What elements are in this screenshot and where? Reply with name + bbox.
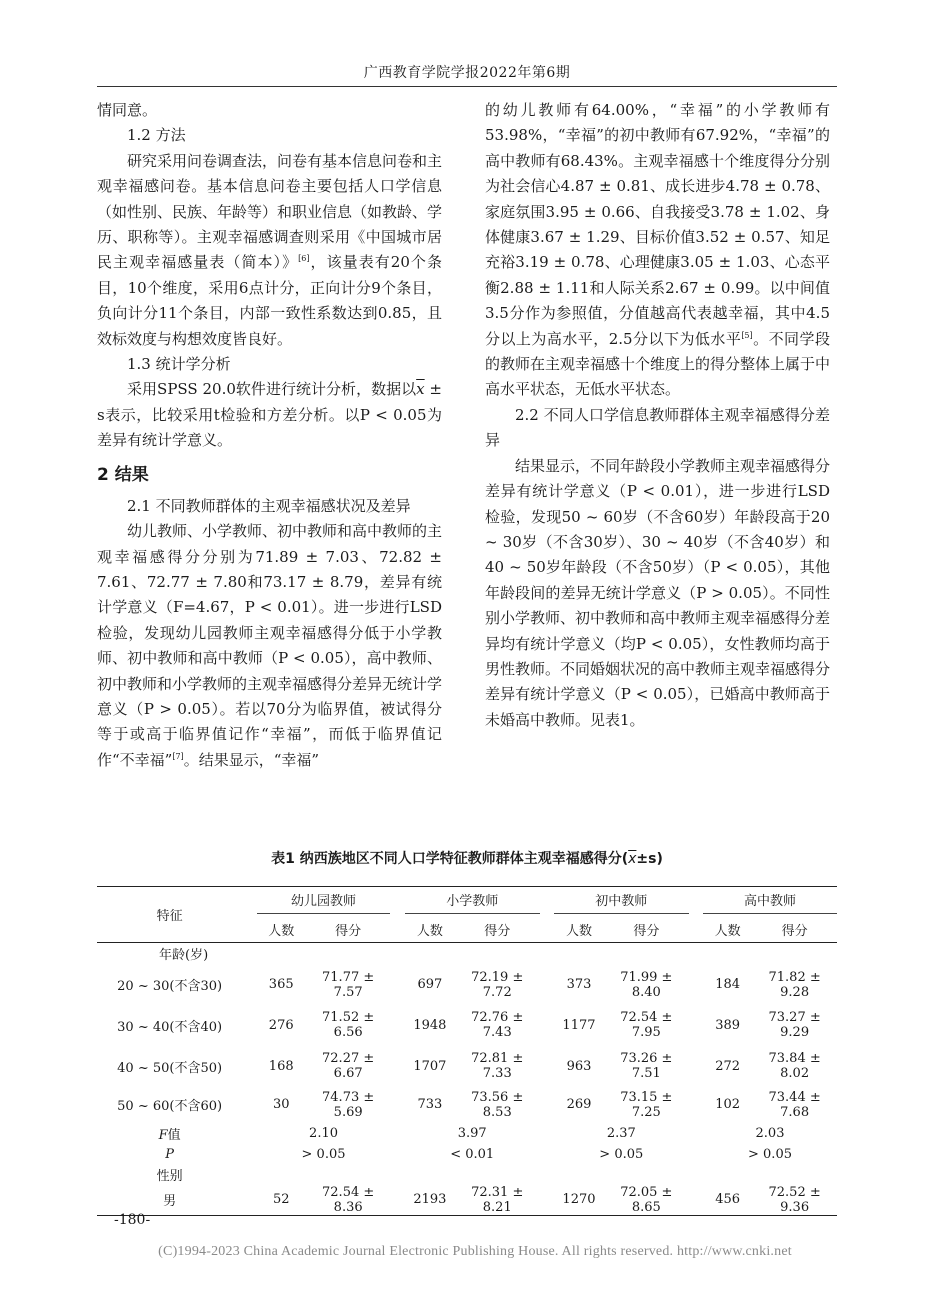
- cell-count: 697: [417, 977, 443, 992]
- cell-count: 102: [715, 1097, 741, 1112]
- cell-score: 71.99 ± 8.40: [620, 969, 673, 1000]
- cell-count: 52: [257, 1185, 306, 1216]
- subheader-count: 人数: [554, 917, 604, 943]
- paragraph-demographic-results: 结果显示，不同年龄段小学教师主观幸福感得分差异有统计学意义（P < 0.01），进一步进行LSD检验，发现50 ~ 60岁（不含60岁）年龄段高于20 ~ 30岁（不含30岁）、30 ~ 40岁（不含40岁）和40 ~ 50岁年龄段（不含50岁）（P < 0.05），其他年龄段间的差异无统计学意义（P > 0.05）。不同性别小学教师、初中教师和高中教师主观幸福感得分差异均有统计学意义（均P < 0.05），女性教师均高于男性教师。不同婚姻状况的高中教师主观幸福感得分差异有统计学意义（P < 0.05），已婚高中教师高于未婚高中教师。见表1。: [485, 456, 831, 729]
- cell-count: 1948: [413, 1017, 447, 1033]
- method-text-end: ，该量表有20个条目，10个维度，采用6点计分，正向计分9个条目，负向计分11个条目，内部一致性系数达到0.85，且效标效度与构想效度皆良好。: [97, 253, 442, 348]
- cell-count: 269: [566, 1097, 592, 1112]
- p-value: < 0.01: [450, 1147, 495, 1162]
- cell-score: 72.27 ± 6.67: [322, 1051, 375, 1081]
- left-column: [97, 98, 442, 773]
- table-title-end: ±s): [636, 851, 663, 867]
- cell-score: 73.44 ± 7.68: [768, 1089, 821, 1120]
- f-value: 3.97: [457, 1126, 487, 1141]
- cell-count: 30: [272, 1097, 290, 1112]
- paragraph-method: [97, 149, 442, 352]
- f-label-suffix: 值: [167, 1128, 181, 1143]
- cell-score: 71.52 ± 6.56: [322, 1010, 375, 1040]
- citation-ref[interactable]: [6]: [298, 254, 310, 264]
- cell-score: 72.54 ± 7.95: [620, 1010, 673, 1040]
- f-value: 2.37: [606, 1126, 636, 1141]
- cell-count: 733: [417, 1097, 443, 1112]
- paragraph-consent-end: 情同意。: [97, 101, 158, 119]
- stats-text-end: ± s表示，比较采用t检验和方差分析。以P < 0.05为差异有统计学意义。: [97, 380, 442, 450]
- cell-count: 373: [566, 977, 592, 992]
- row-group-age: 年龄(岁): [159, 948, 209, 964]
- table-row: [97, 1005, 837, 1046]
- results-text-end: 。结果显示，“幸福”: [183, 750, 320, 769]
- table-title-text: 表1 纳西族地区不同人口学特征教师群体主观幸福感得分(: [271, 851, 629, 867]
- cell-score: 72.52 ± 9.36: [752, 1185, 837, 1216]
- cell-score: 72.19 ± 7.72: [471, 969, 524, 1000]
- subheader-score: 得分: [455, 917, 540, 943]
- section-2-1-heading: 2.1 不同教师群体的主观幸福感状况及差异: [127, 496, 411, 515]
- feature-header: 特征: [97, 887, 242, 943]
- cell-score: 71.82 ± 9.28: [768, 969, 821, 1000]
- header-divider: [97, 86, 837, 87]
- group-header-kindergarten: 幼儿园教师: [257, 890, 391, 914]
- table-row: [97, 1087, 837, 1123]
- p-value: > 0.05: [301, 1147, 346, 1162]
- row-label: 30 ~ 40(不含40): [117, 1019, 223, 1035]
- right-column: [485, 98, 830, 733]
- cell-count: 184: [715, 977, 741, 992]
- paragraph-statistics: [97, 377, 442, 453]
- cell-score: 73.56 ± 8.53: [471, 1089, 524, 1120]
- citation-ref[interactable]: [5]: [741, 330, 753, 340]
- section-2-2-heading: 2.2 不同人口学信息教师群体主观幸福感得分差异: [485, 405, 830, 450]
- rates-text: 的幼儿教师有64.00%，“幸福”的小学教师有53.98%，“幸福”的初中教师有67.92%，“幸福”的高中教师有68.43%。主观幸福感十个维度得分分别为社会信心4.87 ± 0.81、成长进步4.78 ± 0.78、家庭氛围3.95 ± 0.66、自我接受3.78 ± 1.02、身体健康3.67 ± 1.29、目标价值3.52 ± 0.57、知足充裕3.19 ± 0.78、心理健康3.05 ± 1.03、心态平衡2.88 ± 1.11和人际关系2.67 ± 0.99。以中间值3.5分作为参照值，分值越高代表越幸福，其中4.5分以上为高水平，2.5分以下为低水平: [485, 101, 830, 348]
- cell-score: 71.77 ± 7.57: [322, 969, 375, 1000]
- table-1: [97, 886, 837, 1216]
- p-value: > 0.05: [599, 1147, 644, 1162]
- cell-score: 72.31 ± 8.21: [455, 1185, 540, 1216]
- cell-score: 74.73 ± 5.69: [322, 1089, 375, 1120]
- cell-count: 276: [268, 1017, 294, 1033]
- row-label: 40 ~ 50(不含50): [117, 1060, 223, 1076]
- cell-count: 1270: [554, 1185, 604, 1216]
- table-row: [97, 1046, 837, 1087]
- table-row-p: [97, 1145, 837, 1165]
- cell-count: 272: [715, 1058, 741, 1074]
- f-value: 2.10: [309, 1126, 338, 1141]
- table-1-title: [97, 848, 837, 868]
- subheader-count: 人数: [257, 917, 306, 943]
- table-mean-symbol: $\overline{x}$: [628, 851, 637, 867]
- cell-count: 168: [268, 1058, 294, 1074]
- cell-score: 72.76 ± 7.43: [471, 1010, 524, 1040]
- method-text: 研究采用问卷调查法，问卷有基本信息问卷和主观幸福感问卷。基本信息问卷主要包括人口学信息（如性别、民族、年龄等）和职业信息（如教龄、学历、职称等）。主观幸福感调查则采用《中国城市居民主观幸福感量表（简本）》: [97, 151, 443, 272]
- results-text: 幼儿教师、小学教师、初中教师和高中教师的主观幸福感得分分别为71.89 ± 7.03、72.82 ± 7.61、72.77 ± 7.80和73.17 ± 8.79，差异有统计学意义（F=4.67，P < 0.01）。进一步进行LSD检验，发现幼儿园教师主观幸福感得分低于小学教师、初中教师和高中教师（P < 0.05），高中教师、初中教师和小学教师的主观幸福感得分差异无统计学意义（P > 0.05）。若以70分为临界值，被试得分等于或高于临界值记作“幸福”，而低于临界值记作“不幸福”: [97, 522, 443, 769]
- rates-text-end: 。不同学段的教师在主观幸福感十个维度上的得分整体上属于中高水平状态，无低水平状态。: [485, 329, 831, 399]
- group-header-junior: 初中教师: [554, 890, 689, 914]
- paragraph-results-1: [97, 519, 442, 773]
- section-2-heading: 2 结果: [97, 464, 149, 485]
- page-number: -180-: [114, 1212, 151, 1228]
- subheader-score: 得分: [604, 917, 689, 943]
- cell-score: 73.84 ± 8.02: [768, 1051, 821, 1081]
- cell-count: 1177: [562, 1017, 596, 1033]
- row-label: 20 ~ 30(不含30): [117, 979, 223, 994]
- table-row: [97, 965, 837, 1005]
- p-value: > 0.05: [748, 1147, 792, 1162]
- subheader-count: 人数: [703, 917, 752, 943]
- group-header-senior: 高中教师: [703, 890, 837, 914]
- p-label: [97, 1145, 242, 1165]
- cell-count: 389: [715, 1017, 741, 1033]
- cell-count: 963: [566, 1058, 592, 1074]
- row-group-gender: 性别: [156, 1169, 183, 1184]
- section-1-2-heading: 1.2 方法: [127, 126, 186, 145]
- cell-score: 73.27 ± 9.29: [768, 1010, 821, 1040]
- cell-score: 72.54 ± 8.36: [306, 1185, 391, 1216]
- row-label: 50 ~ 60(不含60): [117, 1099, 223, 1114]
- subheader-score: 得分: [752, 917, 837, 943]
- journal-running-header: 广西教育学院学报2022年第6期: [363, 65, 571, 81]
- f-symbol: F: [158, 1128, 168, 1143]
- paragraph-happiness-rates: [485, 98, 830, 403]
- cell-score: 72.05 ± 8.65: [604, 1185, 689, 1216]
- subheader-score: 得分: [306, 917, 391, 943]
- cell-count: 2193: [405, 1185, 455, 1216]
- table-row-f: [97, 1123, 837, 1145]
- section-1-3-heading: 1.3 统计学分析: [127, 355, 231, 374]
- cell-count: 365: [268, 977, 294, 992]
- f-value: 2.03: [755, 1126, 785, 1141]
- cell-score: 73.26 ± 7.51: [620, 1051, 673, 1081]
- subheader-count: 人数: [405, 917, 455, 943]
- copyright-notice: (C)1994-2023 China Academic Journal Electronic Publishing House. All rights reserved. http://www.cnki.net: [158, 1244, 792, 1259]
- cell-count: 1707: [413, 1058, 447, 1074]
- table-row: [97, 1185, 837, 1216]
- mean-symbol: $\overline{x}$: [416, 380, 425, 399]
- row-label: 男: [97, 1185, 242, 1216]
- group-header-primary: 小学教师: [405, 890, 540, 914]
- p-symbol: P: [165, 1147, 174, 1162]
- f-label: [97, 1123, 242, 1145]
- cell-score: 72.81 ± 7.33: [471, 1051, 524, 1081]
- stats-text: 采用SPSS 20.0软件进行统计分析，数据以: [127, 380, 417, 399]
- cell-count: 456: [703, 1185, 752, 1216]
- citation-ref[interactable]: [7]: [172, 751, 184, 761]
- cell-score: 73.15 ± 7.25: [620, 1089, 673, 1120]
